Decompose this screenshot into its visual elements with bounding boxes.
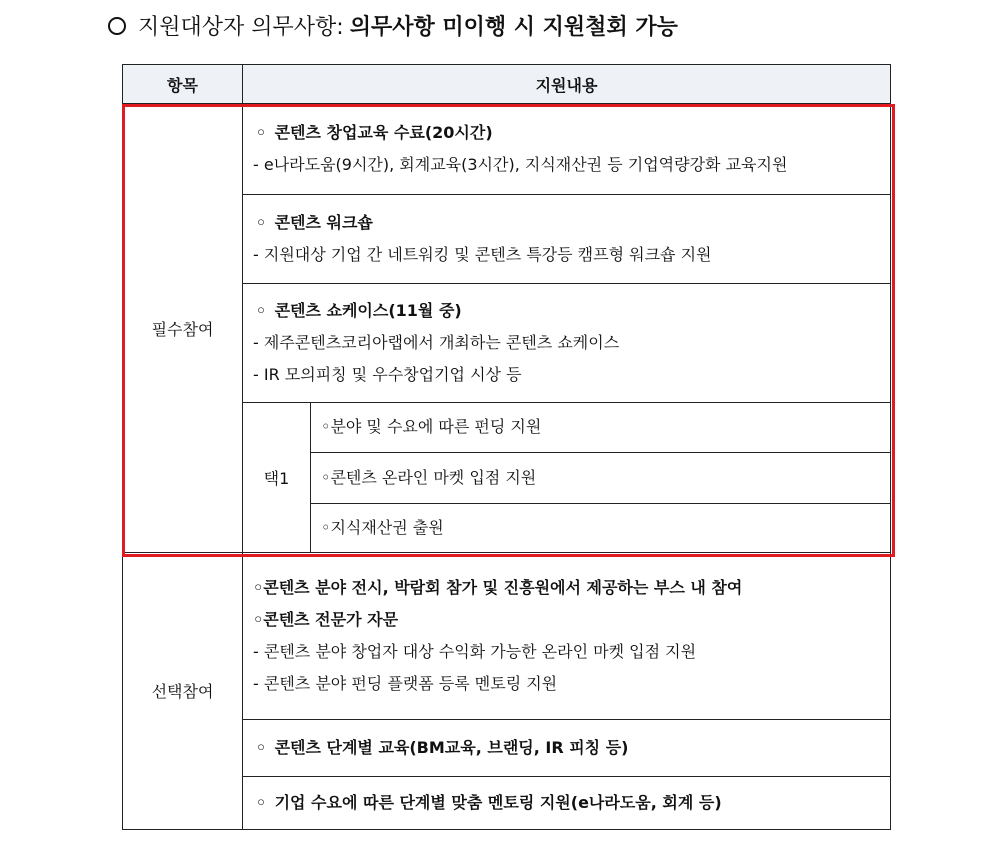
block-item: - e나라도움(9시간), 회계교육(3시간), 지식재산권 등 기업역량강화 교육지원 bbox=[253, 155, 788, 175]
block-title: ◦콘텐츠 분야 전시, 박람회 참가 및 진흥원에서 제공하는 부스 내 참여 bbox=[253, 577, 743, 597]
section-heading bbox=[108, 10, 678, 41]
table-header-row bbox=[123, 65, 891, 105]
table-row bbox=[123, 552, 891, 719]
block-item: - IR 모의피칭 및 우수창업기업 시상 등 bbox=[253, 364, 522, 384]
block-item: - 지원대상 기업 간 네트워킹 및 콘텐츠 특강등 캠프형 워크숍 지원 bbox=[253, 244, 712, 264]
table-row bbox=[123, 104, 891, 194]
block-title: ◦ 콘텐츠 창업교육 수료(20시간) bbox=[255, 123, 493, 143]
block-item: - 콘텐츠 분야 펀딩 플랫폼 등록 멘토링 지원 bbox=[253, 673, 558, 693]
choose-option: ◦분야 및 수요에 따른 펀딩 지원 bbox=[311, 402, 891, 452]
block-title: ◦ 콘텐츠 단계별 교육(BM교육, 브랜딩, IR 피칭 등) bbox=[255, 737, 629, 757]
choose-option: ◦콘텐츠 온라인 마켓 입점 지원 bbox=[311, 452, 891, 503]
category-required: 필수참여 bbox=[123, 104, 243, 552]
block-title: ◦ 콘텐츠 쇼케이스(11월 중) bbox=[255, 300, 462, 320]
support-requirements-table bbox=[122, 64, 891, 830]
heading-emphasis: 의무사항 미이행 시 지원철회 가능 bbox=[349, 15, 678, 40]
choose-one-label: 택1 bbox=[243, 402, 311, 552]
circle-bullet-icon bbox=[108, 17, 126, 35]
block-item: - 콘텐츠 분야 창업자 대상 수익화 가능한 온라인 마켓 입점 지원 bbox=[253, 641, 697, 661]
block-item: - 제주콘텐츠코리아랩에서 개최하는 콘텐츠 쇼케이스 bbox=[253, 332, 620, 352]
block-title: ◦ 기업 수요에 따른 단계별 맞춤 멘토링 지원(e나라도움, 회계 등) bbox=[255, 792, 722, 812]
category-optional: 선택참여 bbox=[123, 552, 243, 829]
block-title: ◦ 콘텐츠 워크숍 bbox=[255, 212, 373, 232]
header-category: 항목 bbox=[123, 65, 243, 105]
block-title: ◦콘텐츠 전문가 자문 bbox=[253, 609, 399, 629]
heading-label: 지원대상자 의무사항: bbox=[138, 15, 344, 40]
header-content: 지원내용 bbox=[243, 65, 891, 105]
choose-option: ◦지식재산권 출원 bbox=[311, 503, 891, 552]
